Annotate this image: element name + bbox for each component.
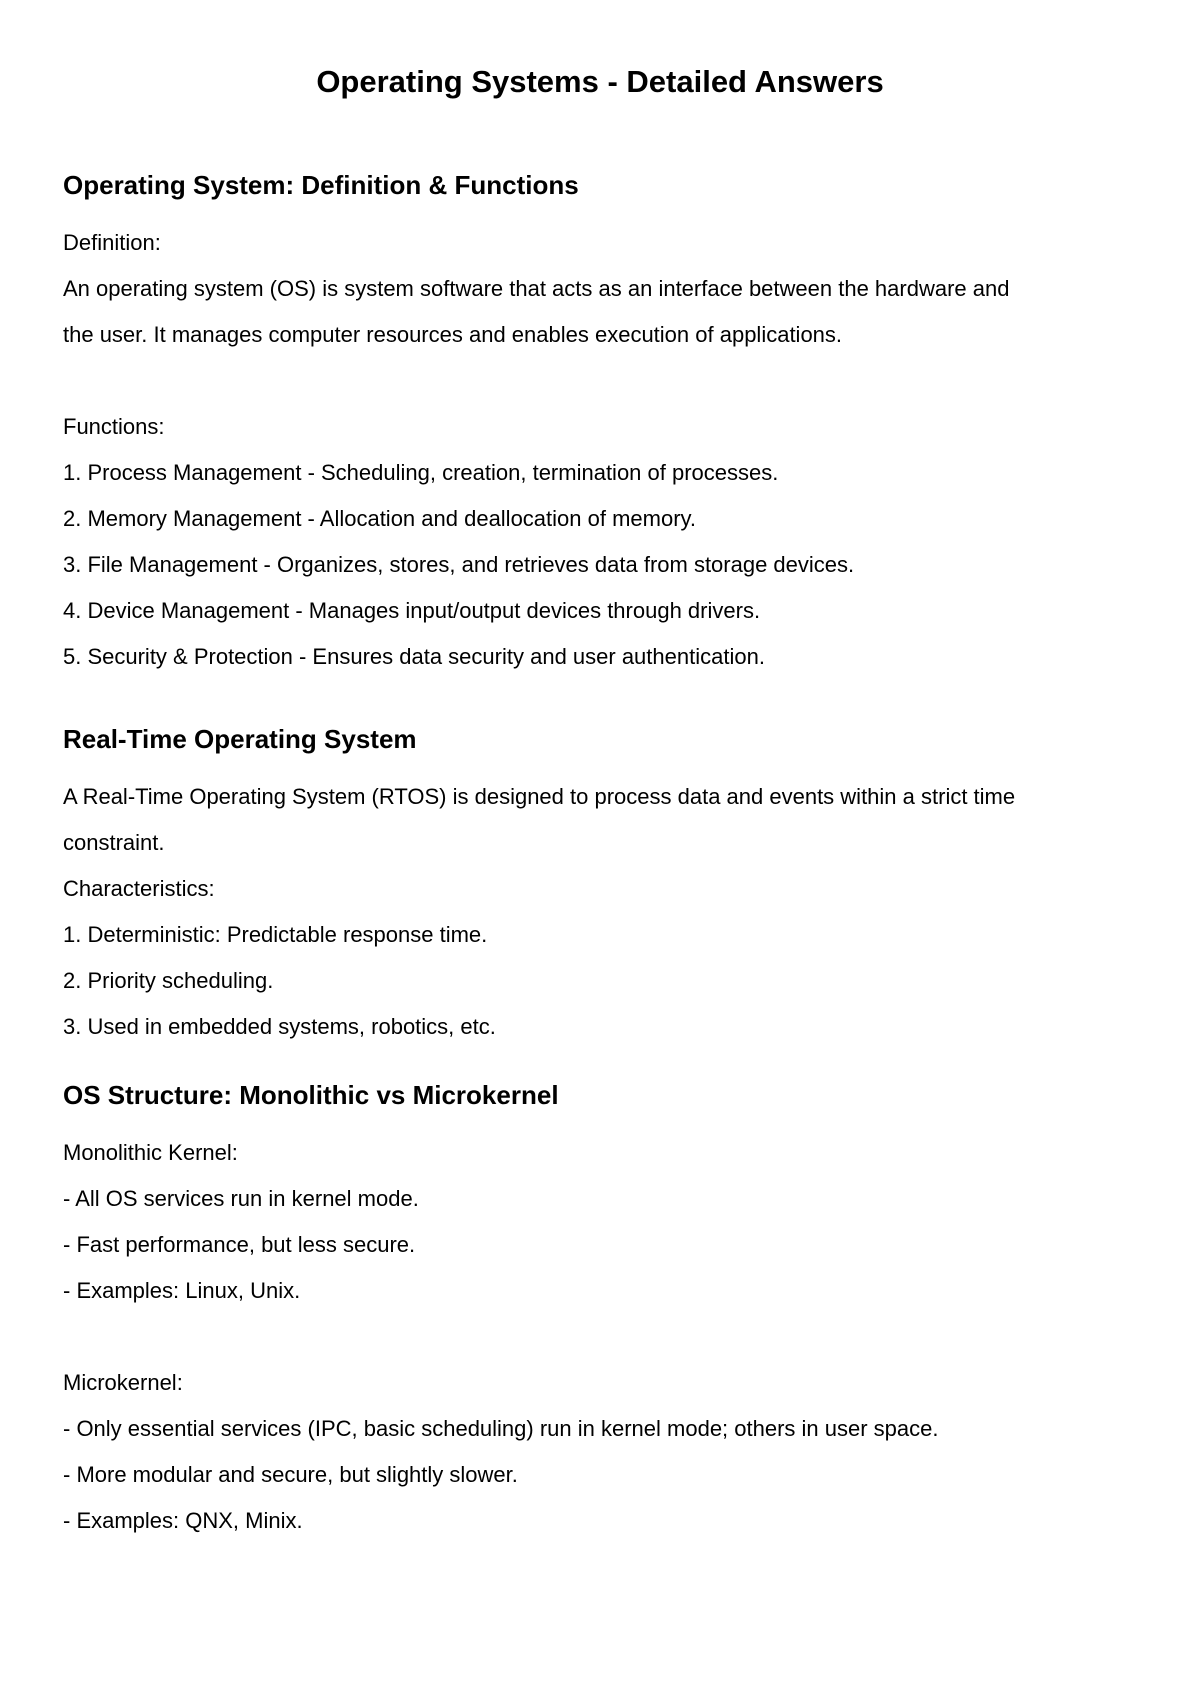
- paragraph-line: constraint.: [63, 830, 165, 855]
- paragraph-spacer: [63, 358, 1143, 404]
- list-item: - More modular and secure, but slightly slower.: [63, 1462, 518, 1487]
- section-heading: Operating System: Definition & Functions: [63, 170, 579, 200]
- list-item: 1. Process Management - Scheduling, creation, termination of processes.: [63, 460, 779, 485]
- list-item: - Examples: QNX, Minix.: [63, 1508, 303, 1533]
- list-item: - All OS services run in kernel mode.: [63, 1186, 419, 1211]
- section-os-definition: [63, 168, 1143, 680]
- list-item: - Examples: Linux, Unix.: [63, 1278, 301, 1303]
- list-item: 4. Device Management - Manages input/output devices through drivers.: [63, 598, 761, 623]
- list-item: 3. File Management - Organizes, stores, and retrieves data from storage devices.: [63, 552, 855, 577]
- section-os-structure: [63, 1078, 1143, 1544]
- paragraph-line: A Real-Time Operating System (RTOS) is designed to process data and events within a strict time: [63, 784, 1016, 809]
- list-item: 2. Memory Management - Allocation and deallocation of memory.: [63, 506, 697, 531]
- list-item: - Only essential services (IPC, basic scheduling) run in kernel mode; others in user space.: [63, 1416, 939, 1441]
- paragraph-line: An operating system (OS) is system software that acts as an interface between the hardware and: [63, 276, 1010, 301]
- paragraph-spacer: [63, 1314, 1143, 1360]
- functions-label: Functions:: [63, 414, 165, 439]
- list-item: 1. Deterministic: Predictable response time.: [63, 922, 488, 947]
- definition-label: Definition:: [63, 230, 161, 255]
- section-body: [63, 774, 1143, 1050]
- paragraph-line: the user. It manages computer resources and enables execution of applications.: [63, 322, 843, 347]
- list-item: - Fast performance, but less secure.: [63, 1232, 416, 1257]
- section-heading: OS Structure: Monolithic vs Microkernel: [63, 1080, 559, 1110]
- characteristics-label: Characteristics:: [63, 876, 215, 901]
- section-body: [63, 220, 1143, 680]
- list-item: 5. Security & Protection - Ensures data security and user authentication.: [63, 644, 765, 669]
- section-heading: Real-Time Operating System: [63, 724, 417, 754]
- list-item: 3. Used in embedded systems, robotics, etc.: [63, 1014, 496, 1039]
- microkernel-label: Microkernel:: [63, 1370, 183, 1395]
- list-item: 2. Priority scheduling.: [63, 968, 274, 993]
- section-body: [63, 1130, 1143, 1544]
- monolithic-label: Monolithic Kernel:: [63, 1140, 238, 1165]
- document-title: Operating Systems - Detailed Answers: [316, 64, 884, 99]
- section-rtos: [63, 722, 1143, 1050]
